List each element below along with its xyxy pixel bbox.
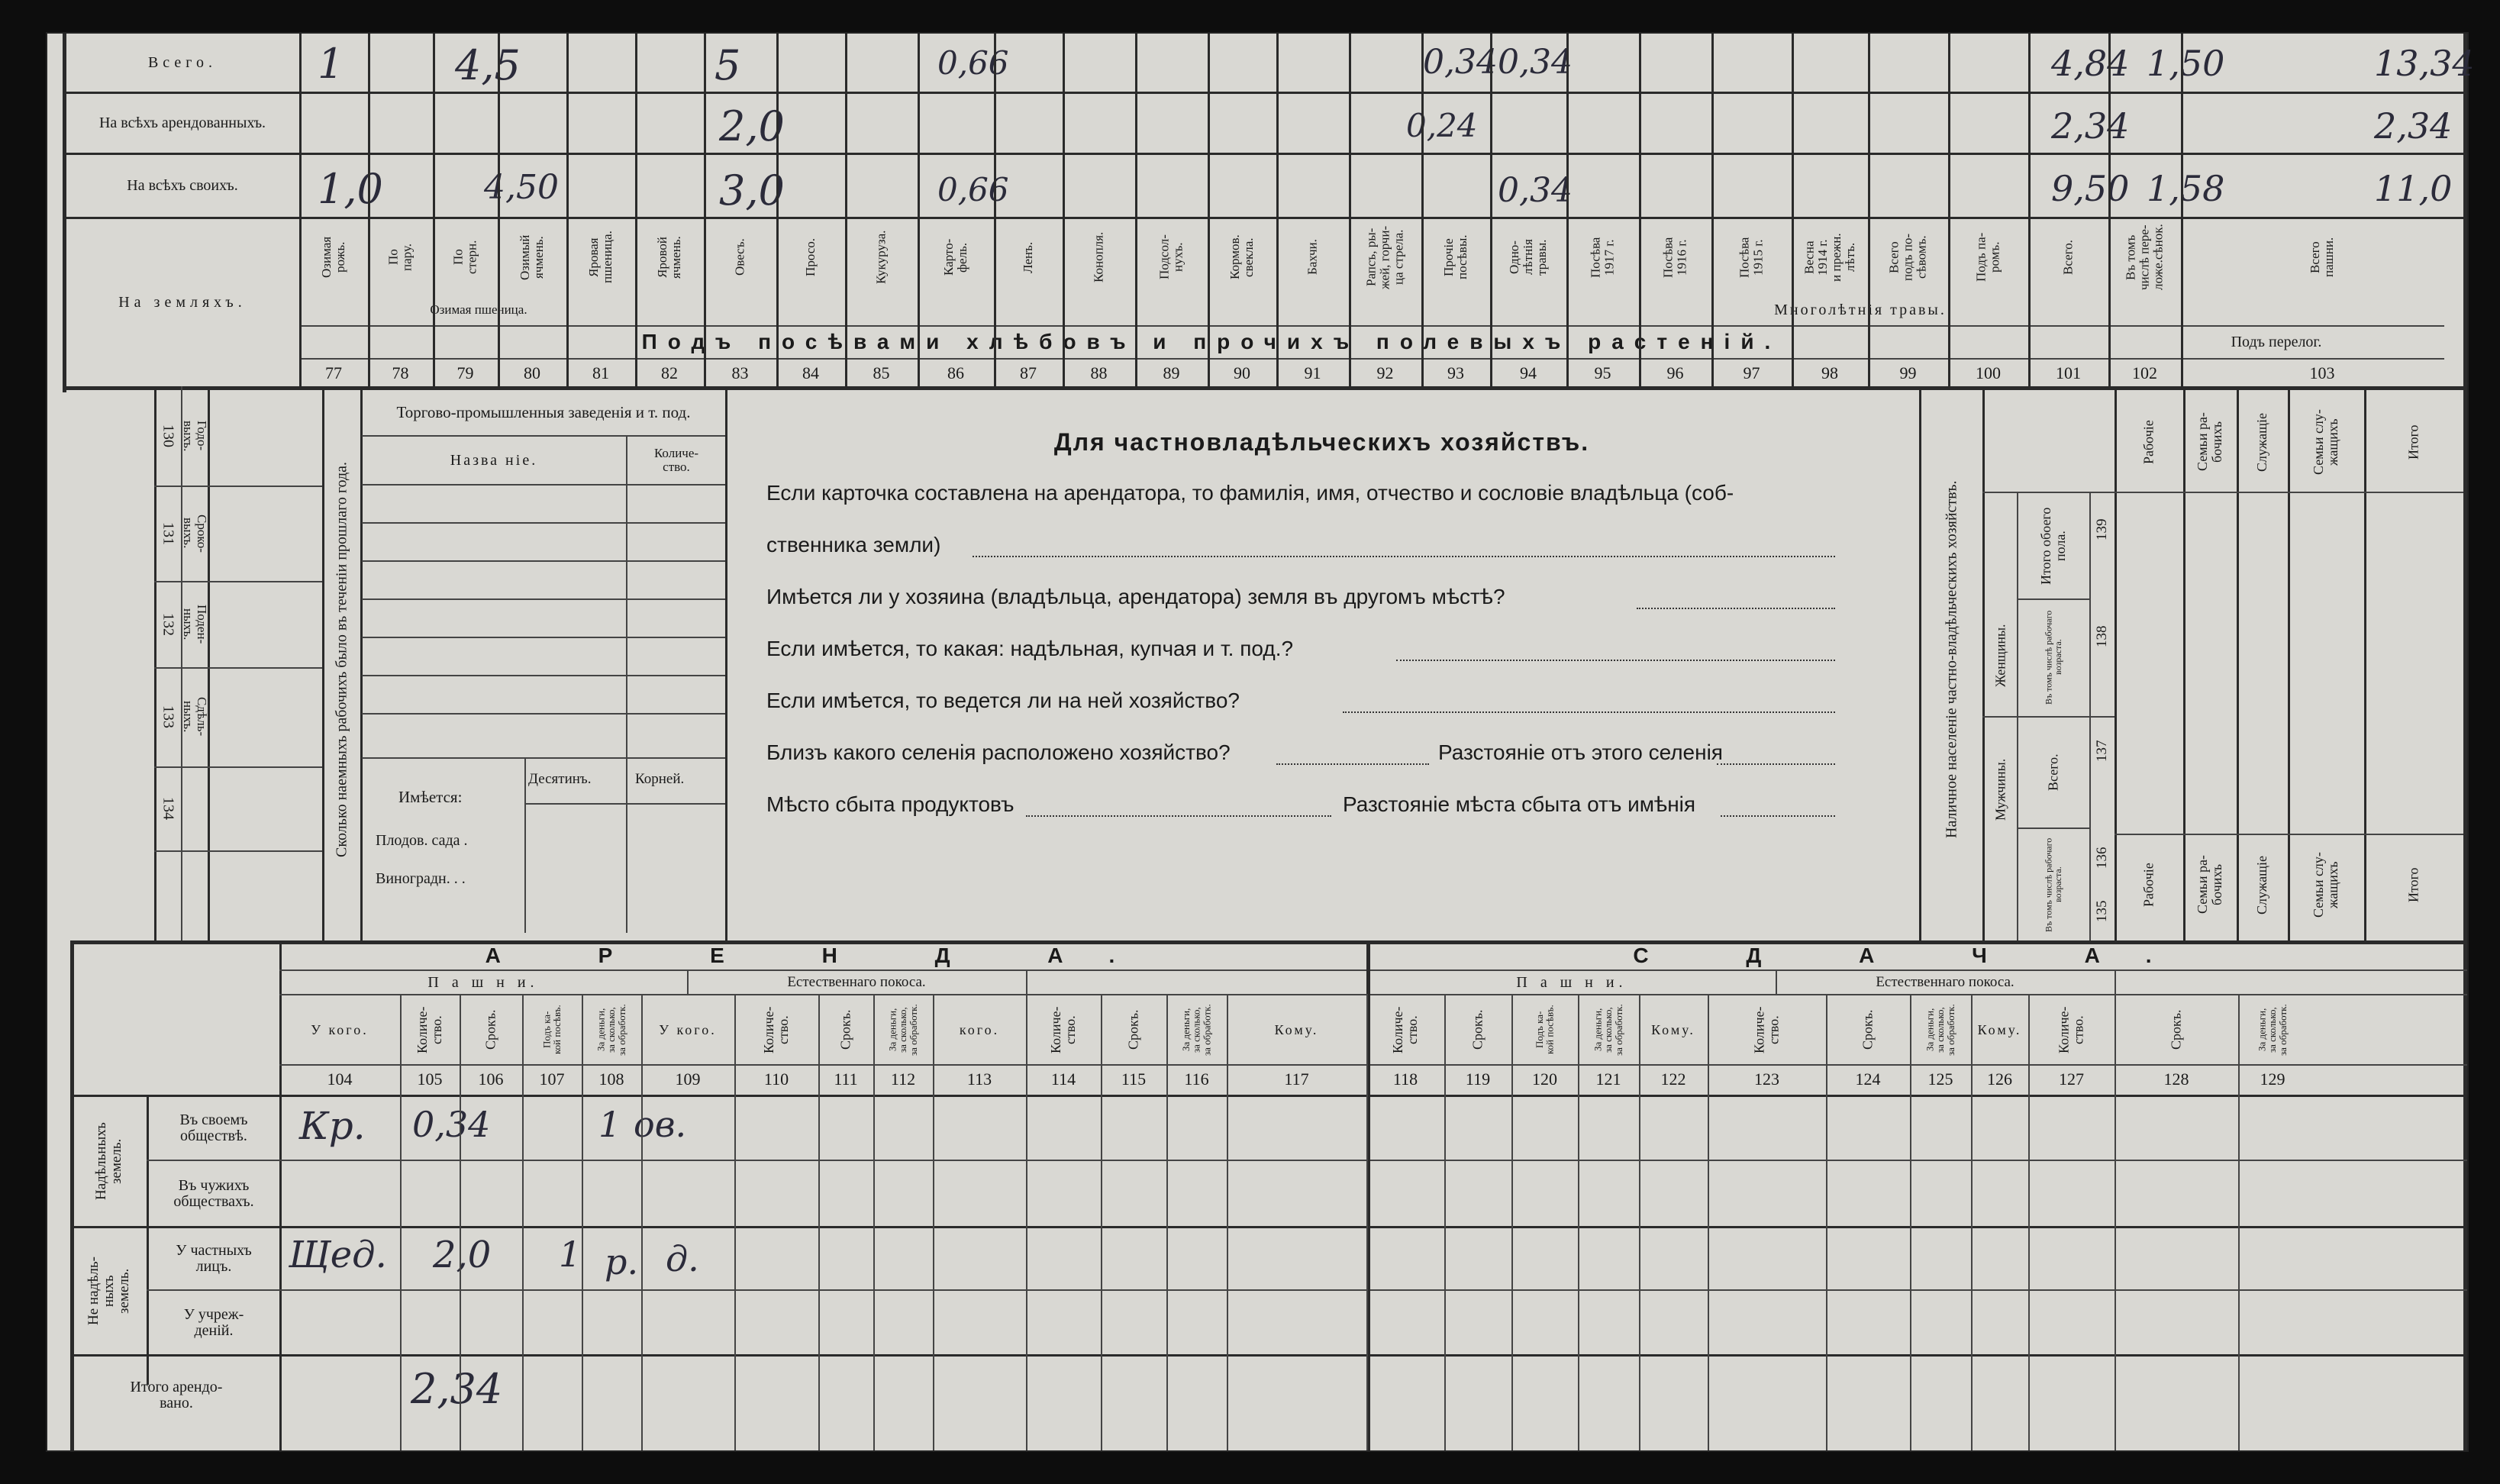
- top-col-num-94: 94: [1520, 363, 1537, 383]
- bottom-col-num-121: 121: [1595, 1069, 1621, 1089]
- top-col-label-83: Овесъ.: [732, 238, 747, 276]
- top-col-line-81: [566, 34, 569, 386]
- top-col-line-88: [1063, 34, 1065, 386]
- top-col-line-103: [2181, 34, 2183, 386]
- top-col-line-101: [2028, 34, 2031, 386]
- q3-answer-line[interactable]: [1396, 660, 1835, 661]
- top-col-line-92: [1349, 34, 1351, 386]
- col-136: 136: [2094, 847, 2111, 869]
- trade-h2: [362, 484, 725, 486]
- top-col-line-78: [368, 34, 370, 386]
- trade-h6: [362, 637, 725, 638]
- mid-h3: [154, 667, 322, 669]
- top-col-label-93: Прочіе посѣвы.: [1441, 234, 1469, 280]
- q1-line2: ственника земли): [766, 533, 941, 556]
- hired-col-num-130: 130: [160, 424, 177, 447]
- top-col-line-102: [2108, 34, 2111, 386]
- top-col-num-77: 77: [325, 363, 342, 383]
- hw-r1-79: 4,5: [455, 41, 521, 89]
- vineyard-label: Виноградн. . .: [376, 870, 466, 887]
- bottom-col-num-128: 128: [2163, 1069, 2189, 1089]
- hw-b-r1-108: ов.: [634, 1104, 687, 1145]
- bottom-h5: [147, 1160, 2467, 1161]
- crop-banner: Подъ посѣвами хлѣбовъ и прочихъ полевыхъ растеній.: [641, 330, 1782, 354]
- bottom-h4: [70, 1095, 2467, 1097]
- top-col-num-101: 101: [2056, 363, 2081, 383]
- group-fallow: Подъ перелог.: [2231, 333, 2322, 350]
- bottom-col-label-106: Срокъ.: [482, 1009, 498, 1050]
- top-col-line-89: [1135, 34, 1137, 386]
- trade-v2: [524, 757, 526, 933]
- row-label-lands: На земляхъ.: [118, 293, 247, 311]
- hw-r1-85: 0,66: [937, 44, 1009, 82]
- hw-r1-103: 13,34: [2374, 43, 2475, 84]
- bottom-col-label-129: За деньги, за сколько, за обработк.: [2256, 1004, 2289, 1056]
- staff-header-bottom-2: Служащіе: [2254, 855, 2270, 915]
- bottom-col-num-115: 115: [1121, 1069, 1147, 1089]
- private-title: Для частновладѣльческихъ хозяйствъ.: [1053, 428, 1590, 456]
- bottom-col-label-104: У кого.: [311, 1021, 369, 1037]
- top-col-line-83: [704, 34, 706, 386]
- mid-h5: [154, 850, 322, 852]
- row-label-own: На всѣхъ своихъ.: [127, 176, 238, 194]
- top-col-label-92: Рапсъ, ры- жей, горчи- ца стрела.: [1363, 225, 1406, 289]
- workers-title: Сколько наемныхъ рабочихъ было въ теченіи прошлаго года.: [333, 461, 350, 858]
- top-col-num-79: 79: [456, 363, 474, 383]
- bottom-col-label-122: Кому.: [1651, 1021, 1695, 1037]
- hired-col-label-130: Годо- выхъ.: [181, 420, 209, 452]
- bottom-col-num-105: 105: [417, 1069, 443, 1089]
- have-label: Имѣется:: [398, 788, 463, 806]
- hired-col-label-133: Сдѣль- ныхъ.: [181, 697, 209, 737]
- q2: Имѣется ли у хозяина (владѣльца, арендатора) земля въ другомъ мѣстѣ?: [766, 585, 1505, 608]
- sdacha-pokos: Естественнаго покоса.: [1876, 974, 2015, 991]
- q5-distance: Разстояніе отъ этого селенія: [1438, 740, 1723, 764]
- q3: Если имѣется, то какая: надѣльная, купчая и т. под.?: [766, 637, 1294, 660]
- q5-village: Близъ какого селенія расположено хозяйство?: [766, 740, 1231, 764]
- top-col-num-86: 86: [947, 363, 964, 383]
- bottom-col-num-123: 123: [1754, 1069, 1779, 1089]
- hired-col-num-133: 133: [160, 705, 177, 728]
- top-col-line-87: [994, 34, 996, 386]
- women-total: Всего.: [2045, 753, 2061, 792]
- bottom-col-label-108: За деньги, за сколько, за обработк.: [595, 1004, 627, 1056]
- q6-distance: Разстояніе мѣста сбыта отъ имѣнія: [1343, 792, 1696, 816]
- top-col-line-80: [498, 34, 500, 386]
- bottom-col-num-104: 104: [327, 1069, 353, 1089]
- bottom-col-num-127: 127: [2059, 1069, 2084, 1089]
- census-card: [47, 34, 2475, 1450]
- bottom-col-num-125: 125: [1927, 1069, 1953, 1089]
- desyatin-header: Десятинъ.: [528, 771, 592, 787]
- bottom-col-label-112: За деньги, за сколько, за обработк.: [886, 1004, 919, 1056]
- bottom-col-num-126: 126: [1987, 1069, 2012, 1089]
- top-col-line-96: [1639, 34, 1641, 386]
- bottom-col-label-109: У кого.: [659, 1021, 717, 1037]
- top-col-label-102: Въ томъ числѣ пере- ложе.сѣнок.: [2123, 224, 2166, 291]
- hw-r1-82: 5: [715, 41, 741, 89]
- top-col-num-99: 99: [1899, 363, 1917, 383]
- row-total-rented: Итого арендо- вано.: [130, 1379, 223, 1411]
- bottom-group-line-1: [1026, 969, 1027, 994]
- group-allotment: Надѣльныхъ земель.: [93, 1122, 124, 1200]
- top-col-line-82: [635, 34, 637, 386]
- hw-b-r3-107: р.: [605, 1241, 639, 1282]
- hw-r3-79: 4,50: [484, 168, 559, 207]
- sdacha-pashni: П а ш н и.: [1516, 973, 1627, 991]
- bottom-col-num-108: 108: [598, 1069, 624, 1089]
- mid-h2: [154, 581, 322, 582]
- top-col-label-80: Озимый ячмень.: [518, 234, 546, 280]
- row-label-rented: На всѣхъ арендованныхъ.: [98, 114, 266, 131]
- top-col-num-91: 91: [1304, 363, 1321, 383]
- bottom-group-line-0: [687, 969, 689, 994]
- women-label: Женщины.: [1992, 624, 2008, 688]
- hired-col-num-134: 134: [160, 797, 177, 820]
- trade-h10: [524, 803, 725, 805]
- col-138: 138: [2094, 625, 2111, 648]
- top-col-num-96: 96: [1666, 363, 1684, 383]
- col-135: 135: [2094, 900, 2111, 923]
- top-col-num-90: 90: [1234, 363, 1250, 383]
- row-private-persons: У частныхъ лицъ.: [176, 1242, 252, 1275]
- bottom-col-num-114: 114: [1050, 1069, 1076, 1089]
- top-col-num-88: 88: [1090, 363, 1108, 383]
- bottom-col-label-126: Кому.: [1977, 1021, 2022, 1037]
- top-col-line-95: [1566, 34, 1569, 386]
- trade-h7: [362, 675, 725, 676]
- col-139: 139: [2094, 518, 2111, 541]
- trade-v1: [626, 435, 627, 933]
- bottom-col-num-129: 129: [2260, 1069, 2285, 1089]
- bottom-col-label-114: Количе- ство.: [1048, 1006, 1078, 1053]
- row-institutions: У учреж- деній.: [183, 1306, 244, 1339]
- hw-r2-82: 2,0: [719, 102, 785, 150]
- hired-col-label-134: [182, 769, 207, 847]
- hw-r2-103: 2,34: [2374, 105, 2453, 147]
- staff-header-bottom-4: Итого: [2405, 867, 2421, 902]
- bottom-col-num-107: 107: [539, 1069, 565, 1089]
- hw-b-total-105: 2,34: [411, 1365, 503, 1413]
- private-estates-block: [728, 389, 1915, 940]
- group-winter-wheat: Озимая пшеница.: [430, 302, 527, 318]
- hw-r1-100: 1,50: [2147, 43, 2225, 84]
- row-line-2: [63, 153, 2467, 155]
- bottom-col-num-117: 117: [1284, 1069, 1309, 1089]
- top-col-label-98: Весна 1914 г. и прежн. лѣтъ.: [1802, 233, 1857, 282]
- arenda-pashni: П а ш н и.: [427, 973, 539, 991]
- top-col-line-98: [1792, 34, 1794, 386]
- hw-r3-85: 0,66: [937, 171, 1009, 208]
- top-col-label-89: Подсол- нухъ.: [1156, 234, 1185, 280]
- top-col-label-81: Яровая пшеница.: [586, 231, 615, 284]
- bottom-col-label-110: Количе- ство.: [761, 1006, 791, 1053]
- top-col-label-101: Всего.: [2060, 240, 2076, 275]
- staff-header-top-1: Семьи ра- бочихъ: [2195, 412, 2224, 472]
- top-col-num-103: 103: [2309, 363, 2335, 383]
- staff-header-bottom-1: Семьи ра- бочихъ: [2195, 855, 2224, 915]
- hw-b-r3-108: д.: [666, 1238, 699, 1279]
- bottom-col-num-106: 106: [478, 1069, 504, 1089]
- top-col-line-97: [1711, 34, 1714, 386]
- row-line-1: [63, 92, 2467, 94]
- hw-b-r1-105: 0,34: [412, 1104, 491, 1145]
- staff-header-bottom-3: Семьи слу- жащихъ: [2311, 852, 2340, 918]
- top-col-label-97: Посѣва 1915 г.: [1737, 237, 1766, 278]
- banner-bottom: [299, 358, 2444, 360]
- top-col-num-98: 98: [1821, 363, 1838, 383]
- top-col-num-84: 84: [802, 363, 819, 383]
- bottom-col-label-123: Количе- ство.: [1751, 1006, 1782, 1053]
- bottom-col-num-124: 124: [1855, 1069, 1881, 1089]
- top-col-line-91: [1276, 34, 1279, 386]
- row-label-total: Всего.: [147, 53, 218, 71]
- bottom-col-label-128: Срокъ.: [2168, 1009, 2184, 1050]
- mid-line-g: [1919, 386, 1921, 940]
- bottom-col-label-120: Подъ ка- кой посѣвъ.: [1533, 1005, 1556, 1055]
- bottom-col-num-119: 119: [1465, 1069, 1491, 1089]
- mid-h4: [154, 766, 322, 768]
- top-col-label-87: Ленъ.: [1021, 241, 1036, 273]
- bottom-h6: [70, 1226, 2467, 1228]
- row-other-communities: Въ чужихъ обществахъ.: [173, 1177, 254, 1210]
- bottom-col-label-121: За деньги, за сколько, за обработк.: [1592, 1004, 1624, 1056]
- orchard-label: Плодов. сада .: [376, 832, 468, 849]
- bottom-col-num-109: 109: [675, 1069, 701, 1089]
- top-col-label-96: Посѣва 1916 г.: [1660, 237, 1689, 278]
- trade-name-header: Назва ніе.: [450, 451, 538, 469]
- total-both-sexes: Итого обоего пола.: [2038, 507, 2068, 585]
- top-col-num-97: 97: [1743, 363, 1760, 383]
- mid-line-b: [208, 386, 210, 940]
- bottom-col-num-122: 122: [1660, 1069, 1686, 1089]
- bottom-col-label-117: Кому.: [1274, 1021, 1319, 1037]
- staff-header-top-4: Итого: [2405, 424, 2421, 460]
- top-col-label-99: Всего подъ по- сѣвомъ.: [1886, 233, 1929, 282]
- women-incl-workers: Въ томъ числѣ рабочаго возраста.: [2043, 610, 2063, 705]
- bottom-col-label-115: Срокъ.: [1125, 1009, 1141, 1050]
- top-col-line-90: [1208, 34, 1210, 386]
- q4: Если имѣется, то ведется ли на ней хозяйство?: [766, 689, 1240, 712]
- bottom-col-label-127: Количе- ство.: [2056, 1006, 2086, 1053]
- staff-h1: [2115, 492, 2463, 493]
- group-non-allotment: Не надѣль- ныхъ земель.: [85, 1257, 132, 1325]
- top-col-num-93: 93: [1447, 363, 1464, 383]
- top-col-num-102: 102: [2132, 363, 2157, 383]
- top-col-num-85: 85: [873, 363, 890, 383]
- top-col-label-103: Всего пашни.: [2308, 237, 2336, 278]
- top-col-label-86: Карто- фель.: [941, 238, 969, 276]
- top-col-line-99: [1868, 34, 1870, 386]
- mid-h1: [154, 486, 322, 487]
- hw-r3-77: 1,0: [318, 165, 383, 213]
- bottom-h8: [70, 1354, 2467, 1357]
- bottom-col-num-120: 120: [1532, 1069, 1557, 1089]
- q4-answer-line[interactable]: [1343, 711, 1835, 713]
- q5-distance-answer[interactable]: [1717, 763, 1835, 765]
- hw-r3-99: 9,50: [2051, 168, 2130, 209]
- hired-col-num-131: 131: [160, 521, 177, 545]
- top-col-label-78: По пару.: [385, 244, 415, 271]
- arenda-header: А Р Е Н Д А.: [485, 944, 1161, 968]
- top-col-num-89: 89: [1163, 363, 1180, 383]
- staff-line-4: [2463, 386, 2466, 940]
- staff-header-top-0: Рабочіе: [2140, 420, 2156, 464]
- hw-b-r3-105: 2,0: [433, 1234, 492, 1276]
- top-col-num-95: 95: [1594, 363, 1611, 383]
- men-label: Мужчины.: [1992, 758, 2008, 821]
- hw-r3-92: 0,34: [1498, 171, 1573, 210]
- top-col-line-85: [845, 34, 847, 386]
- hw-b-r3-106: 1: [559, 1234, 582, 1275]
- top-col-line-86: [918, 34, 920, 386]
- top-col-label-84: Просо.: [803, 238, 818, 276]
- top-col-num-81: 81: [592, 363, 609, 383]
- mid-line-f: [725, 386, 727, 940]
- men-incl-workers: Въ томъ числѣ рабочаго возраста.: [2043, 837, 2063, 932]
- trade-h5: [362, 598, 725, 600]
- bottom-col-label-116: За деньги, за сколько, за обработк.: [1180, 1004, 1213, 1056]
- bottom-col-label-105: Количе- ство.: [415, 1006, 444, 1053]
- hw-b-r3-104: Щед.: [289, 1234, 387, 1276]
- bottom-col-label-118: Количе- ство.: [1390, 1006, 1420, 1053]
- hw-r3-82: 3,0: [719, 166, 785, 215]
- top-col-label-91: Бахчи.: [1305, 239, 1320, 276]
- bottom-col-num-110: 110: [763, 1069, 789, 1089]
- top-col-line-77: [299, 34, 302, 386]
- bottom-col-num-111: 111: [834, 1069, 858, 1089]
- top-col-label-77: Озимая рожь.: [319, 236, 347, 279]
- bottom-col-label-113: кого.: [959, 1021, 1000, 1037]
- top-col-num-100: 100: [1976, 363, 2001, 383]
- hw-r3-103: 11,0: [2374, 168, 2453, 209]
- top-col-num-92: 92: [1376, 363, 1394, 383]
- hired-col-num-132: 132: [160, 612, 177, 636]
- top-col-label-90: Кормов. свекла.: [1227, 234, 1256, 280]
- top-col-label-82: Яровой ячмень.: [655, 236, 683, 279]
- q6-distance-answer[interactable]: [1721, 815, 1835, 817]
- group-perennial: Многолѣтнія травы.: [1774, 301, 1947, 318]
- bottom-group-line-3: [2115, 969, 2116, 994]
- bottom-col-num-118: 118: [1392, 1069, 1418, 1089]
- top-col-line-84: [776, 34, 779, 386]
- top-col-label-79: По стерн.: [450, 240, 479, 275]
- bottom-col-label-124: Срокъ.: [1860, 1009, 1876, 1050]
- bottom-h2: [279, 994, 2467, 995]
- sdacha-header: С Д А Ч А.: [1633, 944, 2198, 968]
- bottom-h7: [147, 1289, 2467, 1291]
- hw-r1-99: 4,84: [2051, 43, 2130, 84]
- trade-h3: [362, 522, 725, 524]
- top-col-line-79: [433, 34, 435, 386]
- bottom-col-label-119: Срокъ.: [1469, 1009, 1485, 1050]
- top-col-line-100: [1948, 34, 1950, 386]
- top-col-num-83: 83: [731, 363, 749, 383]
- hw-r2-99: 2,34: [2051, 105, 2130, 147]
- top-col-line-94: [1490, 34, 1492, 386]
- q6-market-answer[interactable]: [1026, 815, 1331, 817]
- bottom-col-label-107: Подъ ка- кой посѣвъ.: [540, 1005, 563, 1055]
- staff-h2: [2115, 834, 2463, 835]
- trade-qty-header: Количе- ство.: [653, 446, 699, 474]
- present-population-title: Наличное населеніе частно-владѣльческихъ хозяйствъ.: [1943, 480, 1960, 839]
- hw-r1-77: 1: [318, 40, 344, 88]
- staff-header-top-3: Семьи слу- жащихъ: [2311, 409, 2340, 475]
- top-col-label-95: Посѣва 1917 г.: [1588, 237, 1617, 278]
- hw-b-r1-107: 1: [598, 1104, 621, 1145]
- row-line-3: [63, 217, 2467, 219]
- bottom-col-num-116: 116: [1184, 1069, 1209, 1089]
- q5-village-answer[interactable]: [1276, 763, 1429, 765]
- q2-answer-line[interactable]: [1637, 608, 1835, 609]
- top-col-num-80: 80: [524, 363, 540, 383]
- row-own-community: Въ своемъ обществѣ.: [179, 1111, 248, 1144]
- staff-header-top-2: Служащіе: [2254, 412, 2270, 472]
- korney-header: Корней.: [635, 771, 685, 787]
- hw-b-r1-104: Кр.: [299, 1104, 366, 1148]
- arenda-pokos: Естественнаго покоса.: [787, 974, 926, 991]
- bottom-col-label-125: За деньги, за сколько, за обработк.: [1924, 1004, 1956, 1056]
- bottom-group-line-2: [1776, 969, 1777, 994]
- top-col-label-85: Кукуруза.: [873, 230, 889, 285]
- top-col-label-94: Одно- лѣтнія травы.: [1507, 239, 1549, 276]
- hw-r1-92: 0,34: [1498, 43, 1573, 82]
- top-col-num-82: 82: [661, 363, 678, 383]
- top-col-num-78: 78: [392, 363, 409, 383]
- bottom-col-label-111: Срокъ.: [837, 1009, 853, 1050]
- staff-header-bottom-0: Рабочіе: [2140, 863, 2156, 907]
- top-col-label-100: Подъ па- ромъ.: [1973, 232, 2002, 282]
- top-col-num-87: 87: [1020, 363, 1037, 383]
- top-col-label-88: Конопля.: [1091, 231, 1106, 283]
- trade-h4: [362, 560, 725, 562]
- trade-title: Торгово-промышленныя заведенія и т. под.: [396, 402, 691, 421]
- col-137: 137: [2094, 740, 2111, 763]
- q1-answer-line[interactable]: [973, 556, 1835, 557]
- bottom-col-num-112: 112: [890, 1069, 916, 1089]
- bottom-col-num-113: 113: [966, 1069, 992, 1089]
- hired-col-label-131: Сроко- выхъ.: [181, 514, 209, 553]
- trade-h9: [362, 757, 725, 759]
- hw-r2-91: 0,24: [1406, 107, 1478, 144]
- trade-h8: [362, 713, 725, 715]
- hw-r3-100: 1,58: [2147, 168, 2225, 209]
- top-col-line-93: [1421, 34, 1424, 386]
- hired-col-label-132: Поден- ныхъ.: [181, 604, 209, 644]
- hw-r1-91: 0,34: [1423, 43, 1498, 82]
- q1-line1: Если карточка составлена на арендатора, то фамилія, имя, отчество и сословіе владѣльца (соб-: [766, 481, 1734, 505]
- q6-market: Мѣсто сбыта продуктовъ: [766, 792, 1015, 816]
